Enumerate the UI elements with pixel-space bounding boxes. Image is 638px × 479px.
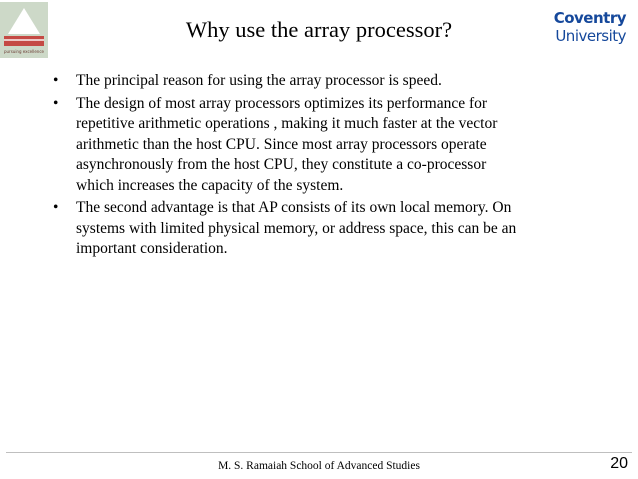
- slide-title: Why use the array processor?: [185, 17, 453, 42]
- coventry-university-logo-icon: [548, 5, 626, 51]
- bullet-marker: •: [53, 199, 59, 216]
- bullet-line: systems with limited physical memory, or address space, this can be an: [76, 219, 517, 237]
- footer-text: M. S. Ramaiah School of Advanced Studies: [218, 460, 420, 472]
- bullet-item: [50, 198, 595, 260]
- bullet-line: The principal reason for using the array processor is speed.: [76, 72, 442, 89]
- logo-motto: pursuing excellence: [3, 49, 45, 54]
- logo-text-university: University: [555, 27, 626, 45]
- footer-divider: [6, 452, 632, 453]
- bullet-line: The design of most array processors optimizes its performance for: [76, 94, 488, 112]
- logo-text-coventry: Coventry: [553, 9, 626, 27]
- bullet-line: which increases the capacity of the system.: [76, 176, 344, 194]
- bullet-line: The second advantage is that AP consists of its own local memory. On: [76, 199, 512, 216]
- page-number: 20: [610, 455, 628, 472]
- bullet-marker: •: [53, 94, 59, 112]
- bullet-line: repetitive arithmetic operations , making it much faster at the vector: [76, 115, 498, 132]
- bullet-line: asynchronously from the host CPU, they constitute a co-processor: [76, 156, 487, 173]
- bullet-marker: •: [53, 72, 59, 89]
- bullet-item: [50, 94, 595, 197]
- bullet-line: important consideration.: [76, 240, 228, 257]
- bullet-list: [50, 71, 595, 262]
- bullet-item: [50, 71, 595, 92]
- bullet-line: arithmetic than the host CPU. Since most array processors operate: [76, 135, 487, 153]
